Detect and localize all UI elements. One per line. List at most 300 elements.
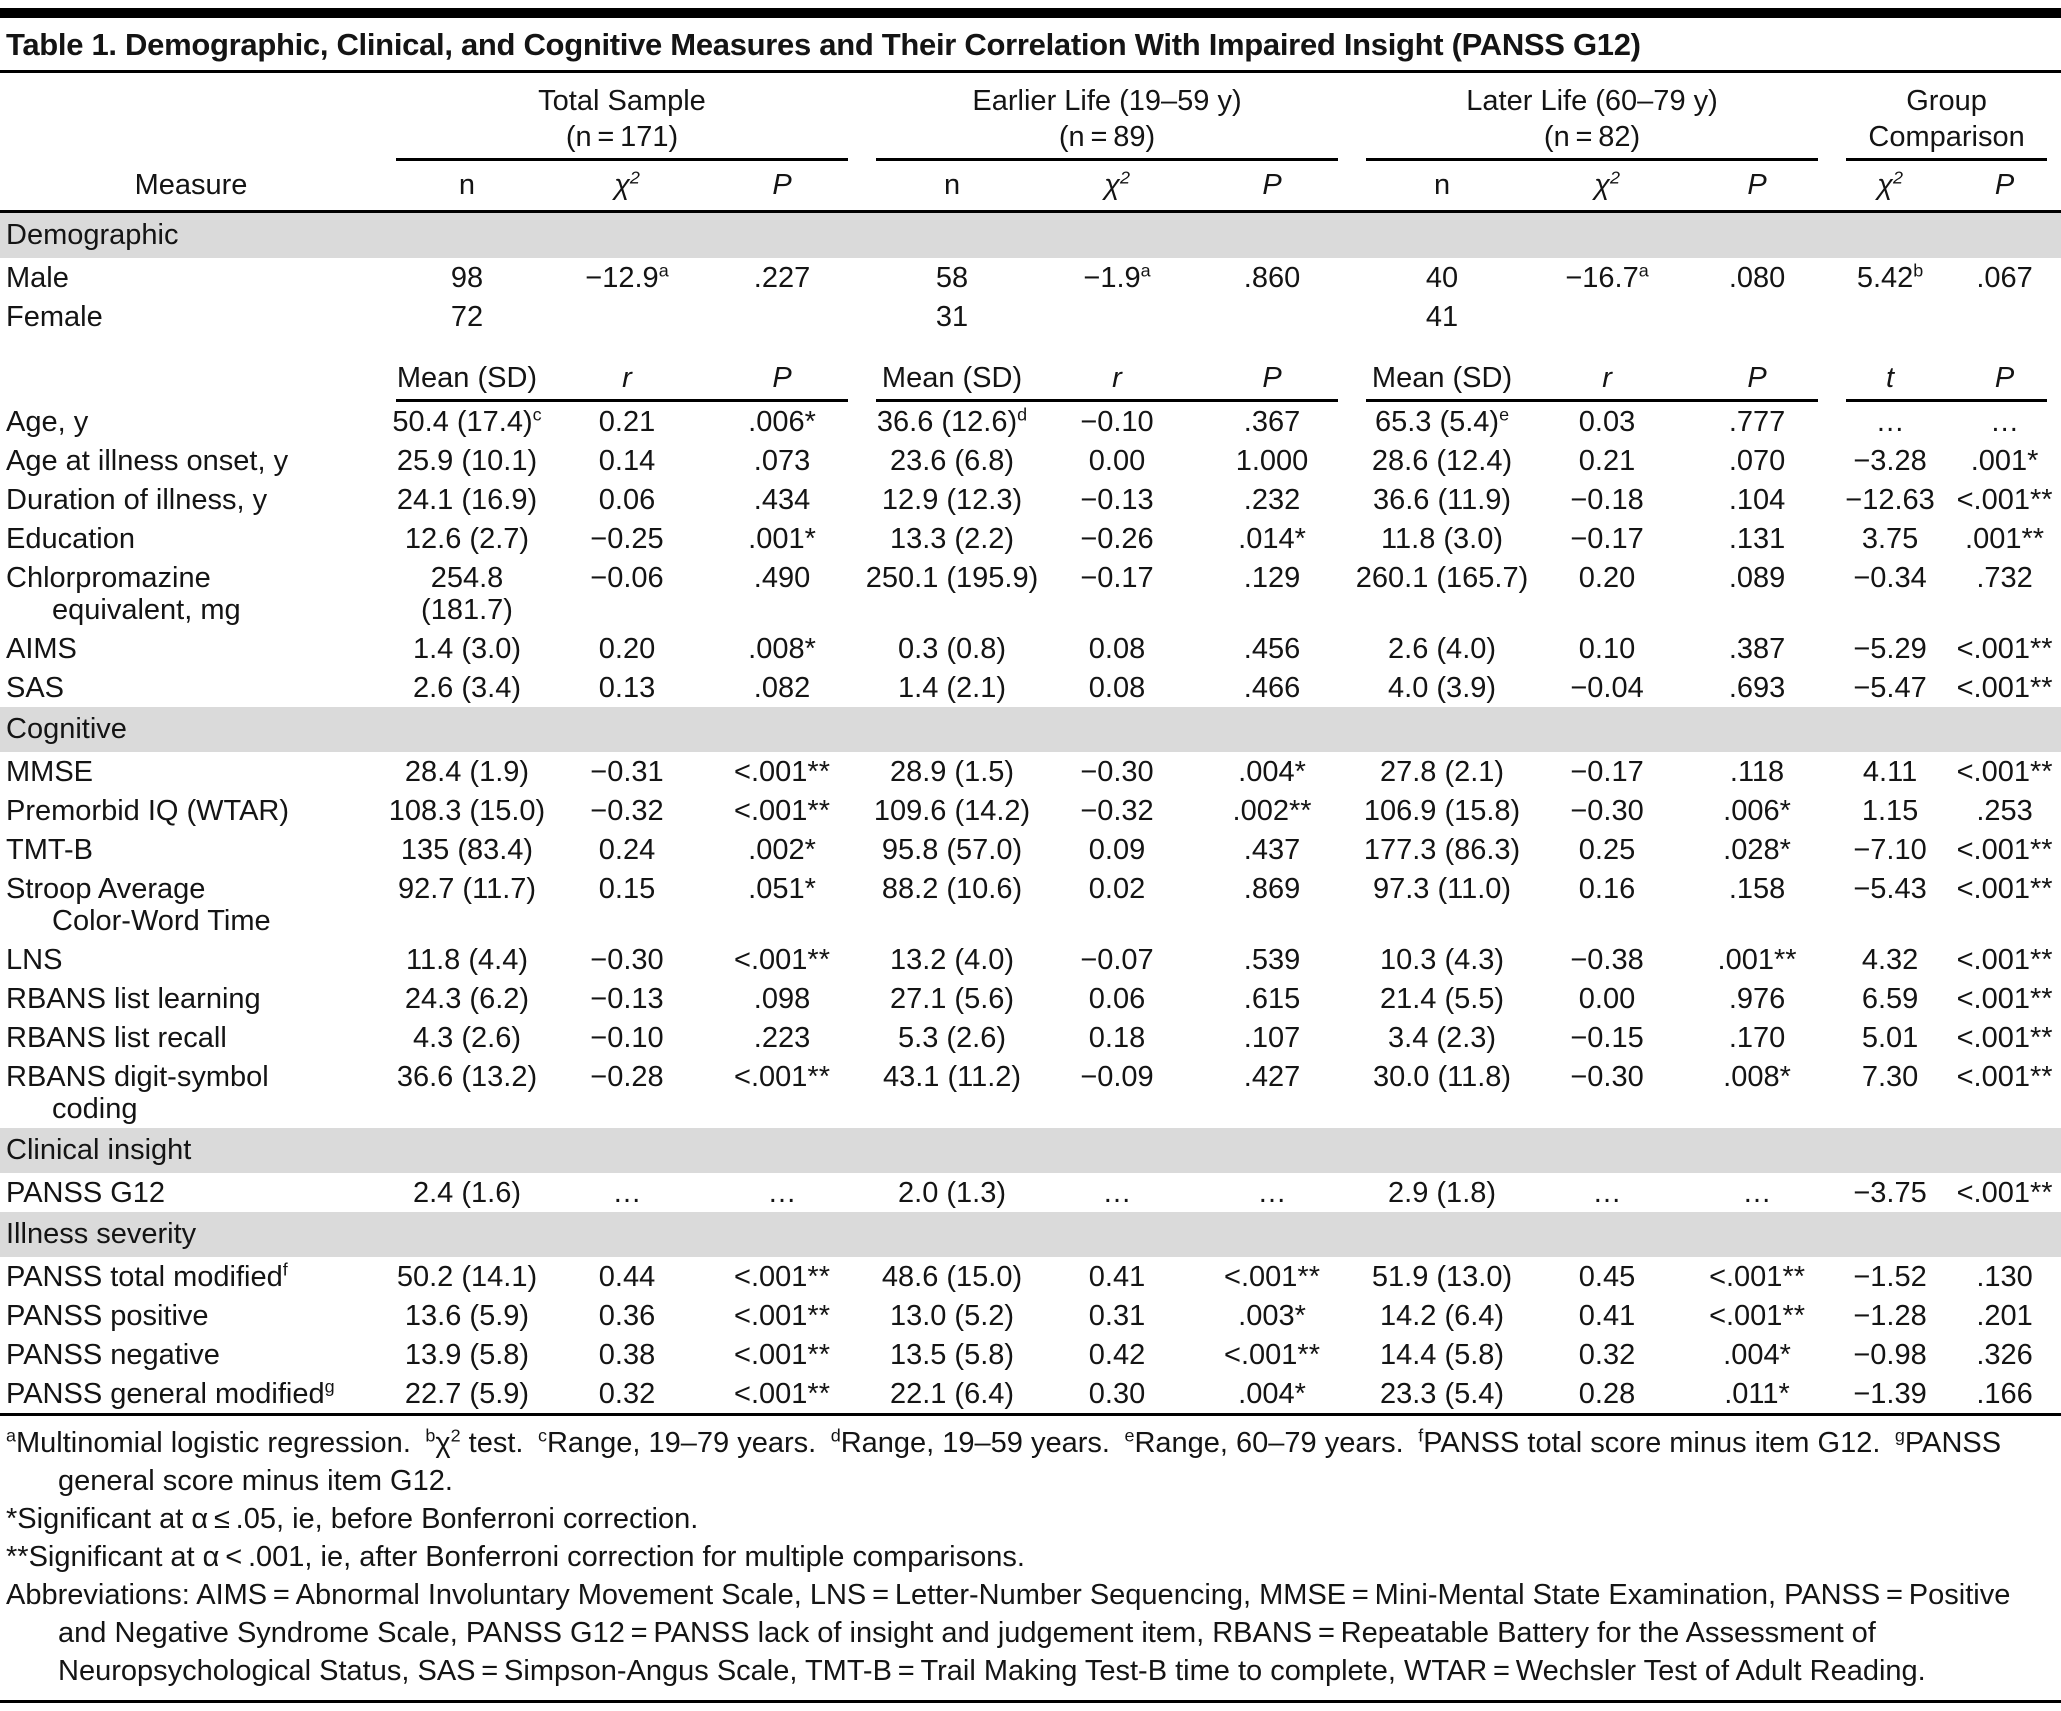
value-cell: 28.6 (12.4) (1371, 445, 1513, 477)
substat-header: Mean (SD) (1371, 362, 1513, 394)
value-cell: 2.6 (3.4) (413, 672, 521, 704)
value-cell: 31 (935, 301, 969, 333)
value-cell: 97.3 (11.0) (1372, 873, 1512, 905)
value-cell: 30.0 (11.8) (1372, 1061, 1512, 1093)
value-cell: … (1742, 1177, 1772, 1209)
value-cell: −12.9$^a$ (585, 260, 669, 294)
value-cell: −0.07 (1080, 944, 1154, 976)
measure-cell: Duration of illness, y (6, 484, 268, 516)
measure-cell: MMSE (6, 756, 93, 788)
value-cell (1832, 297, 1948, 336)
table-body (0, 212, 2061, 1414)
value-cell: .367 (1243, 406, 1301, 438)
bottom-rule (0, 1700, 2061, 1703)
value-cell: −0.04 (1570, 672, 1644, 704)
value-cell: −3.28 (1853, 445, 1927, 477)
value-cell: 43.1 (11.2) (882, 1061, 1022, 1093)
table-row (0, 1374, 2061, 1413)
value-cell: 260.1 (165.7) (1355, 562, 1529, 594)
value-cell: .615 (1243, 983, 1301, 1015)
table-row (0, 830, 2061, 869)
value-cell: .003* (1238, 1300, 1306, 1332)
value-cell: −0.17 (1080, 562, 1154, 594)
value-cell: −1.28 (1853, 1300, 1927, 1332)
table-row (0, 1296, 2061, 1335)
value-cell: 13.2 (4.0) (889, 944, 1015, 976)
value-cell: −12.63 (1845, 484, 1935, 516)
value-cell: <.001** (1224, 1261, 1320, 1293)
value-cell: <.001** (734, 1061, 830, 1093)
value-cell: 0.21 (1578, 445, 1636, 477)
measure-cell: Female (6, 301, 103, 333)
value-cell: −0.13 (1080, 484, 1154, 516)
substat-header: P (772, 362, 792, 394)
value-cell: .028* (1723, 834, 1791, 866)
value-cell: .466 (1243, 672, 1301, 704)
value-cell: 4.3 (2.6) (413, 1022, 521, 1054)
footnote: Abbreviations: AIMS = Abnormal Involuntary Movement Scale, LNS = Letter-Number Sequencing, MMSE = Mini-Mental State Examination, PANSS = Positive and Negative Syndrome Scale, PANSS G12 = PANSS lack of insight and judgement item, RBANS = Repeatable Battery for the Assessment of Neuropsychological Status, SAS = Simpson-Angus Scale, TMT-B = Trail Making Test-B time to complete, WTAR = Wechsler Test of Adult Reading. (6, 1579, 2011, 1687)
section-label: Illness severity (0, 1212, 2061, 1257)
value-cell: .002** (1232, 795, 1312, 827)
value-cell: 108.3 (15.0) (388, 795, 546, 827)
value-cell: 0.42 (1088, 1339, 1146, 1371)
substat-header: r (1602, 362, 1612, 394)
value-cell: <.001** (1956, 633, 2053, 665)
value-cell: .860 (1243, 262, 1301, 294)
value-cell: .869 (1243, 873, 1301, 905)
value-cell: 5.01 (1861, 1022, 1919, 1054)
table-head (0, 73, 2061, 212)
measure-cell: PANSS total modified$^f$ (6, 1259, 288, 1293)
value-cell: −0.32 (1080, 795, 1154, 827)
value-cell: 7.30 (1861, 1061, 1919, 1093)
value-cell: 23.3 (5.4) (1379, 1378, 1505, 1410)
measure-cell: SAS (6, 672, 65, 704)
value-cell: 48.6 (15.0) (881, 1261, 1023, 1293)
value-cell: 13.5 (5.8) (889, 1339, 1015, 1371)
value-cell: … (767, 1177, 797, 1209)
value-cell: 5.42$^b$ (1856, 260, 1924, 294)
value-cell: −0.18 (1570, 484, 1644, 516)
value-cell: .008* (1723, 1061, 1791, 1093)
value-cell: −0.06 (590, 562, 664, 594)
measure-cell: Chlorpromazine equivalent, mg (6, 562, 241, 626)
value-cell: .098 (753, 983, 811, 1015)
value-cell: .777 (1728, 406, 1786, 438)
table-row (0, 480, 2061, 519)
value-cell: <.001** (1956, 873, 2053, 905)
value-cell: 13.6 (5.9) (404, 1300, 530, 1332)
stats-table (0, 73, 2061, 1413)
value-cell: 12.9 (12.3) (881, 484, 1023, 516)
value-cell: 135 (83.4) (400, 834, 534, 866)
section-label: Cognitive (0, 707, 2061, 752)
value-cell: <.001** (734, 1300, 830, 1332)
value-cell: 0.28 (1578, 1378, 1636, 1410)
table-row (0, 869, 2061, 940)
value-cell: 4.0 (3.9) (1388, 672, 1497, 704)
substat-header: P (1747, 362, 1767, 394)
value-cell: .166 (1976, 1378, 2033, 1410)
value-cell: <.001** (734, 1261, 830, 1293)
value-cell: 254.8 (181.7) (421, 562, 513, 626)
value-cell: 177.3 (86.3) (1363, 834, 1521, 866)
substat-header: Mean (SD) (881, 362, 1023, 394)
column-group-2: Later Life (60–79 y) (n = 82) (1466, 85, 1718, 153)
substat-header: r (622, 362, 632, 394)
value-cell: 14.4 (5.8) (1379, 1339, 1505, 1371)
value-cell: 0.09 (1088, 834, 1146, 866)
value-cell: .130 (1976, 1261, 2033, 1293)
value-cell: <.001** (1956, 1177, 2053, 1209)
value-cell: 27.1 (5.6) (889, 983, 1015, 1015)
value-cell: 0.3 (0.8) (898, 633, 1007, 665)
value-cell: <.001** (734, 1339, 830, 1371)
stat-header: n (1352, 161, 1532, 212)
value-cell: 2.0 (1.3) (898, 1177, 1007, 1209)
value-cell: .089 (1728, 562, 1786, 594)
value-cell: 72 (450, 301, 484, 333)
value-cell: <.001** (1956, 756, 2053, 788)
value-cell: .080 (1728, 262, 1786, 294)
value-cell: .118 (1729, 756, 1785, 788)
substat-header-row (0, 336, 2061, 397)
table-row (0, 979, 2061, 1018)
substat-header: Mean (SD) (396, 362, 538, 394)
value-cell: .004* (1238, 756, 1306, 788)
value-cell: −0.13 (590, 983, 664, 1015)
value-cell: 0.00 (1088, 445, 1146, 477)
measure-header: Measure (0, 161, 382, 212)
footnotes (0, 1416, 2061, 1700)
value-cell: 21.4 (5.5) (1379, 983, 1505, 1015)
footnote: *Significant at α ≤ .05, ie, before Bonferroni correction. (6, 1503, 699, 1535)
value-cell: .067 (1976, 262, 2033, 294)
value-cell: −0.31 (590, 756, 664, 788)
value-cell: .170 (1728, 1022, 1786, 1054)
value-cell: 22.7 (5.9) (404, 1378, 530, 1410)
value-cell: … (1257, 1177, 1287, 1209)
value-cell: 0.10 (1578, 633, 1636, 665)
value-cell: 250.1 (195.9) (865, 562, 1039, 594)
value-cell: 5.3 (2.6) (898, 1022, 1007, 1054)
section-row (0, 1212, 2061, 1257)
value-cell: −0.17 (1570, 523, 1644, 555)
value-cell: 41 (1425, 301, 1459, 333)
value-cell: 28.4 (1.9) (404, 756, 530, 788)
table-row (0, 1018, 2061, 1057)
value-cell: 65.3 $(5.4)^e$ (1374, 404, 1510, 438)
value-cell: .107 (1243, 1022, 1301, 1054)
value-cell: −0.26 (1080, 523, 1154, 555)
value-cell: 36.6 (13.2) (396, 1061, 538, 1093)
value-cell: 51.9 (13.0) (1371, 1261, 1513, 1293)
value-cell: 25.9 (10.1) (396, 445, 538, 477)
measure-cell: Stroop Average Color-Word Time (6, 873, 271, 937)
value-cell: .490 (753, 562, 811, 594)
measure-cell: TMT-B (6, 834, 93, 866)
value-cell: .014* (1238, 523, 1306, 555)
measure-cell: AIMS (6, 633, 77, 665)
value-cell: 0.06 (1088, 983, 1146, 1015)
stat-header-row (0, 161, 2061, 212)
stat-header: $\chi^2$ (1532, 161, 1682, 212)
value-cell: <.001** (734, 944, 830, 976)
value-cell: −0.28 (590, 1061, 664, 1093)
value-cell: 1.000 (1235, 445, 1309, 477)
value-cell: 4.11 (1862, 756, 1918, 788)
footnote: $^a$Multinomial logistic regression. $^b\chi^2$ test. $^c$Range, 19–79 years. $^d$Range, 19–59 years. $^e$Range, 60–79 years. $^f$PANSS total score minus item G12. $^g$PANSS general score minus item G12. (6, 1425, 2002, 1497)
value-cell: <.001** (1956, 672, 2053, 704)
column-group-0: Total Sample (n = 171) (538, 85, 706, 153)
value-cell: 1.4 (2.1) (898, 672, 1007, 704)
value-cell: −7.10 (1853, 834, 1927, 866)
value-cell: 0.44 (598, 1261, 656, 1293)
measure-cell: PANSS G12 (6, 1177, 166, 1209)
value-cell: .227 (753, 262, 811, 294)
value-cell: 0.00 (1578, 983, 1636, 1015)
value-cell: −0.25 (590, 523, 664, 555)
value-cell: .223 (753, 1022, 811, 1054)
value-cell: 0.13 (598, 672, 656, 704)
column-group-1: Earlier Life (19–59 y) (n = 89) (972, 85, 1242, 153)
value-cell: 50.2 (14.1) (396, 1261, 538, 1293)
value-cell: 0.41 (1578, 1300, 1636, 1332)
value-cell: 22.1 (6.4) (889, 1378, 1015, 1410)
value-cell: .001* (748, 523, 816, 555)
measure-cell: PANSS negative (6, 1339, 220, 1371)
value-cell: <.001** (1956, 484, 2053, 516)
value-cell: 98 (450, 262, 484, 294)
value-cell: 0.02 (1088, 873, 1146, 905)
value-cell: 11.8 (3.0) (1381, 523, 1504, 555)
value-cell: 0.24 (598, 834, 656, 866)
value-cell: 2.6 (4.0) (1388, 633, 1497, 665)
value-cell: −5.47 (1853, 672, 1927, 704)
measure-cell: RBANS list recall (6, 1022, 227, 1054)
value-cell: .693 (1728, 672, 1786, 704)
table-row (0, 519, 2061, 558)
value-cell: <.001** (734, 795, 830, 827)
value-cell (1042, 297, 1192, 336)
stat-header: P (1948, 161, 2061, 212)
substat-header: P (1262, 362, 1282, 394)
page-body (0, 8, 2061, 1703)
value-cell: .326 (1976, 1339, 2033, 1371)
value-cell: 1.15 (1861, 795, 1919, 827)
value-cell: −5.29 (1853, 633, 1927, 665)
column-group-3: Group Comparison (1868, 85, 2025, 153)
table-row (0, 297, 2061, 336)
value-cell: −0.98 (1853, 1339, 1927, 1371)
value-cell: 2.9 (1.8) (1388, 1177, 1497, 1209)
stat-header: $\chi^2$ (552, 161, 702, 212)
stat-header: P (702, 161, 862, 212)
value-cell: .001** (1717, 944, 1797, 976)
value-cell: 92.7 (11.7) (397, 873, 537, 905)
value-cell: .051* (748, 873, 816, 905)
value-cell: .232 (1243, 484, 1301, 516)
value-cell: 13.0 (5.2) (889, 1300, 1015, 1332)
table-row (0, 752, 2061, 791)
value-cell: .976 (1728, 983, 1786, 1015)
value-cell: .006* (748, 406, 816, 438)
value-cell: … (612, 1177, 642, 1209)
value-cell: 0.36 (598, 1300, 656, 1332)
value-cell: −1.9$^a$ (1083, 260, 1151, 294)
value-cell: <.001** (1709, 1300, 1806, 1332)
value-cell: .001* (1970, 445, 2039, 477)
value-cell: −0.38 (1570, 944, 1644, 976)
table-row (0, 258, 2061, 297)
value-cell: −0.30 (1080, 756, 1154, 788)
value-cell: <.001** (734, 1378, 830, 1410)
value-cell: .201 (1976, 1300, 2033, 1332)
measure-cell: PANSS positive (6, 1300, 209, 1332)
section-row (0, 707, 2061, 752)
value-cell: .011* (1724, 1378, 1790, 1410)
column-group-row (0, 73, 2061, 156)
table-row (0, 402, 2061, 441)
value-cell: … (1875, 406, 1905, 438)
top-rule (0, 8, 2061, 18)
table-row (0, 668, 2061, 707)
value-cell: 109.6 (14.2) (873, 795, 1031, 827)
value-cell: 0.31 (1088, 1300, 1146, 1332)
value-cell (1192, 297, 1352, 336)
value-cell: −16.7$^a$ (1565, 260, 1649, 294)
value-cell: .006* (1723, 795, 1791, 827)
stat-header: $\chi^2$ (1832, 161, 1948, 212)
stat-header: P (1192, 161, 1352, 212)
value-cell: 0.08 (1088, 672, 1146, 704)
value-cell: 6.59 (1861, 983, 1919, 1015)
value-cell: 13.3 (2.2) (889, 523, 1015, 555)
table-row (0, 441, 2061, 480)
value-cell (1948, 297, 2061, 336)
value-cell: <.001** (1709, 1261, 1806, 1293)
value-cell: .129 (1243, 562, 1301, 594)
table-row (0, 1335, 2061, 1374)
value-cell: .158 (1728, 873, 1786, 905)
value-cell: .004* (1238, 1378, 1306, 1410)
value-cell: .437 (1243, 834, 1301, 866)
value-cell: .082 (753, 672, 811, 704)
value-cell: 1.4 (3.0) (413, 633, 521, 665)
value-cell: 24.1 (16.9) (396, 484, 538, 516)
value-cell (702, 297, 862, 336)
measure-cell: RBANS list learning (6, 983, 261, 1015)
value-cell: 3.4 (2.3) (1388, 1022, 1497, 1054)
stat-header: P (1682, 161, 1832, 212)
value-cell: 0.03 (1578, 406, 1636, 438)
value-cell (1682, 297, 1832, 336)
value-cell: .104 (1728, 484, 1786, 516)
table-row (0, 1257, 2061, 1296)
substat-header: t (1886, 362, 1895, 394)
value-cell: −0.32 (590, 795, 664, 827)
value-cell: .008* (748, 633, 816, 665)
table-title: Table 1. Demographic, Clinical, and Cognitive Measures and Their Correlation With Impaired Insight (PANSS G12) (6, 27, 1641, 62)
value-cell: 0.32 (1578, 1339, 1636, 1371)
value-cell: 14.2 (6.4) (1379, 1300, 1505, 1332)
measure-cell: LNS (6, 944, 63, 976)
value-cell: 0.21 (598, 406, 656, 438)
measure-cell: Premorbid IQ (WTAR) (6, 795, 290, 827)
value-cell: 50.4 $(17.4)^c$ (392, 404, 542, 438)
value-cell: 0.30 (1088, 1378, 1146, 1410)
value-cell: 23.6 (6.8) (889, 445, 1015, 477)
value-cell: −3.75 (1853, 1177, 1927, 1209)
value-cell: −0.30 (590, 944, 664, 976)
value-cell: .004* (1723, 1339, 1791, 1371)
value-cell: 88.2 (10.6) (881, 873, 1023, 905)
section-row (0, 212, 2061, 259)
value-cell: <.001** (1956, 1061, 2053, 1093)
value-cell: 12.6 (2.7) (404, 523, 530, 555)
value-cell: 36.6 $(12.6)^d$ (876, 404, 1028, 438)
value-cell: −1.52 (1853, 1261, 1927, 1293)
value-cell: .073 (753, 445, 811, 477)
value-cell: 58 (935, 262, 969, 294)
table-row (0, 558, 2061, 629)
value-cell: .456 (1243, 633, 1301, 665)
value-cell: −0.09 (1080, 1061, 1154, 1093)
value-cell: 3.75 (1861, 523, 1919, 555)
value-cell: −1.39 (1853, 1378, 1927, 1410)
value-cell: … (1592, 1177, 1622, 1209)
value-cell: <.001** (1224, 1339, 1320, 1371)
value-cell: 0.20 (1578, 562, 1636, 594)
value-cell: 28.9 (1.5) (889, 756, 1015, 788)
value-cell (552, 297, 702, 336)
value-cell: 0.06 (598, 484, 656, 516)
measure-cell: PANSS general modified$^g$ (6, 1376, 335, 1410)
section-row (0, 1128, 2061, 1173)
value-cell: .427 (1243, 1061, 1301, 1093)
value-cell: −0.30 (1570, 1061, 1644, 1093)
value-cell: … (1102, 1177, 1132, 1209)
value-cell: 2.4 (1.6) (413, 1177, 521, 1209)
value-cell: .001** (1965, 523, 2045, 555)
value-cell: −0.15 (1570, 1022, 1644, 1054)
value-cell: −0.10 (590, 1022, 664, 1054)
measure-cell: Age, y (6, 406, 89, 438)
value-cell: 36.6 (11.9) (1372, 484, 1512, 516)
value-cell: .539 (1243, 944, 1301, 976)
measure-cell: Education (6, 523, 135, 555)
value-cell: 0.08 (1088, 633, 1146, 665)
value-cell: 106.9 (15.8) (1363, 795, 1521, 827)
value-cell (1532, 297, 1682, 336)
stat-header: $\chi^2$ (1042, 161, 1192, 212)
value-cell: −0.30 (1570, 795, 1644, 827)
value-cell: −0.34 (1853, 562, 1927, 594)
value-cell: <.001** (1956, 944, 2053, 976)
footnote: **Significant at α < .001, ie, after Bonferroni correction for multiple comparisons. (6, 1541, 1025, 1573)
value-cell: … (1990, 406, 2020, 438)
stat-header: n (382, 161, 552, 212)
value-cell: 0.20 (598, 633, 656, 665)
value-cell: 0.18 (1088, 1022, 1146, 1054)
stat-header: n (862, 161, 1042, 212)
value-cell: 0.15 (598, 873, 656, 905)
value-cell: 0.32 (598, 1378, 656, 1410)
value-cell: 27.8 (2.1) (1379, 756, 1505, 788)
value-cell: 10.3 (4.3) (1379, 944, 1505, 976)
table-page (0, 8, 2061, 1703)
value-cell: 95.8 (57.0) (881, 834, 1023, 866)
